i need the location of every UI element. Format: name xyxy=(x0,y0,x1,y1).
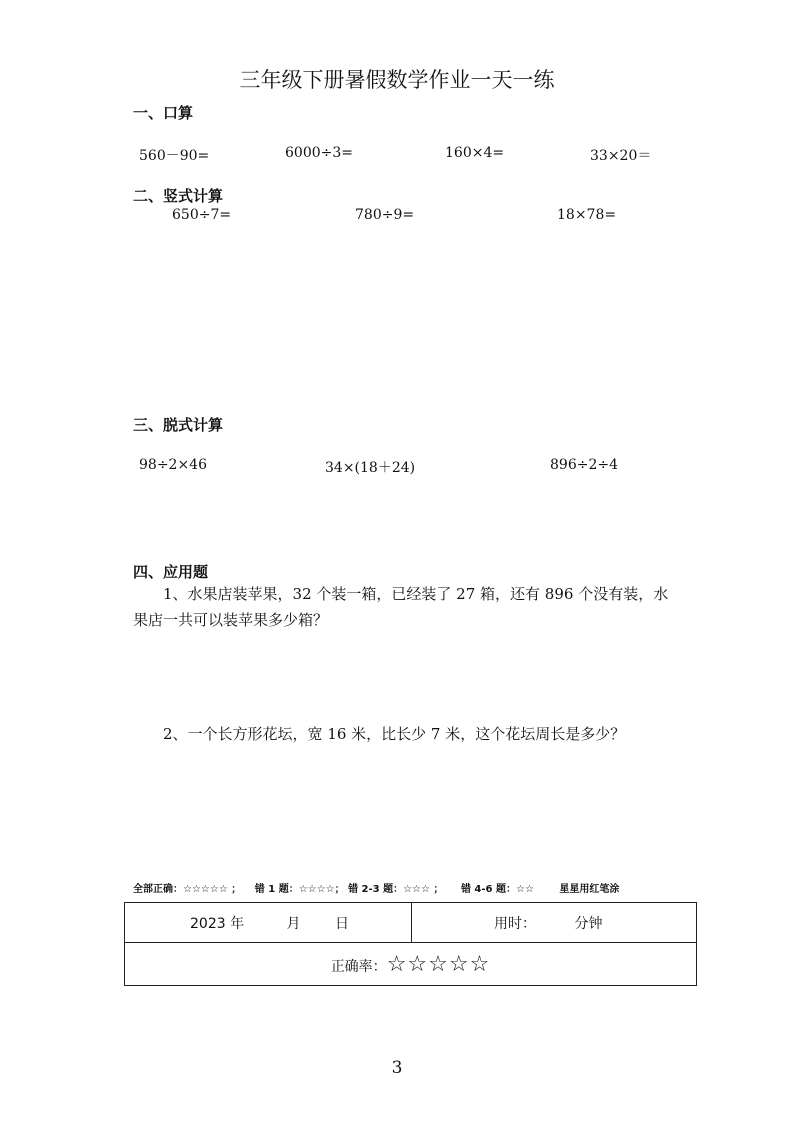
section-heading-vertical: 二、竖式计算 xyxy=(133,187,224,205)
date-year: 2023 年 xyxy=(190,915,245,932)
accuracy-label: 正确率： xyxy=(330,958,387,975)
accuracy-cell xyxy=(125,943,697,986)
stepwise-item: 896÷2÷4 xyxy=(550,457,618,473)
legend-note: 星星用红笔涂 xyxy=(559,884,620,895)
time-label: 用时： xyxy=(494,915,536,932)
oral-item: 6000÷3= xyxy=(285,145,353,161)
oral-item: 560－90= xyxy=(139,148,210,164)
date-cell xyxy=(125,903,412,943)
oral-item: 160×4= xyxy=(445,145,505,161)
section-heading-stepwise: 三、脱式计算 xyxy=(133,416,224,434)
word-problem-2: 2、一个长方形花坛，宽 16 米，比长少 7 米，这个花坛周长是多少？ xyxy=(163,725,626,743)
star-legend xyxy=(133,880,619,895)
legend-wrong-1: 错 1 题：☆☆☆☆； xyxy=(254,884,345,895)
legend-all-correct: 全部正确：☆☆☆☆☆ ； xyxy=(133,884,242,895)
date-month: 月 xyxy=(286,915,301,932)
accuracy-stars: ☆☆☆☆☆ xyxy=(386,951,491,977)
word-problem-1-line-1: 1、水果店装苹果，32 个装一箱，已经装了 27 箱，还有 896 个没有装，水 xyxy=(163,585,669,603)
vertical-item: 650÷7= xyxy=(172,207,232,223)
stepwise-item: 98÷2×46 xyxy=(139,457,207,473)
word-problem-1-line-2: 果店一共可以装苹果多少箱？ xyxy=(133,611,329,629)
legend-wrong-2-3: 错 2-3 题：☆☆☆ ； xyxy=(348,884,444,895)
stepwise-item: 34×(18＋24) xyxy=(325,460,416,476)
date-day: 日 xyxy=(335,915,349,932)
section-heading-word-problems: 四、应用题 xyxy=(133,563,209,581)
legend-wrong-4-6: 错 4-6 题：☆☆ xyxy=(460,884,534,895)
oral-item: 33×20＝ xyxy=(590,148,652,164)
vertical-item: 18×78= xyxy=(557,207,617,223)
time-minutes: 分钟 xyxy=(574,915,603,932)
vertical-item: 780÷9= xyxy=(355,207,415,223)
section-heading-oral: 一、口算 xyxy=(133,104,194,122)
time-cell xyxy=(412,903,697,943)
page-number: 3 xyxy=(391,1058,403,1078)
page-title: 三年级下册暑假数学作业一天一练 xyxy=(239,68,555,92)
score-table xyxy=(124,902,697,986)
